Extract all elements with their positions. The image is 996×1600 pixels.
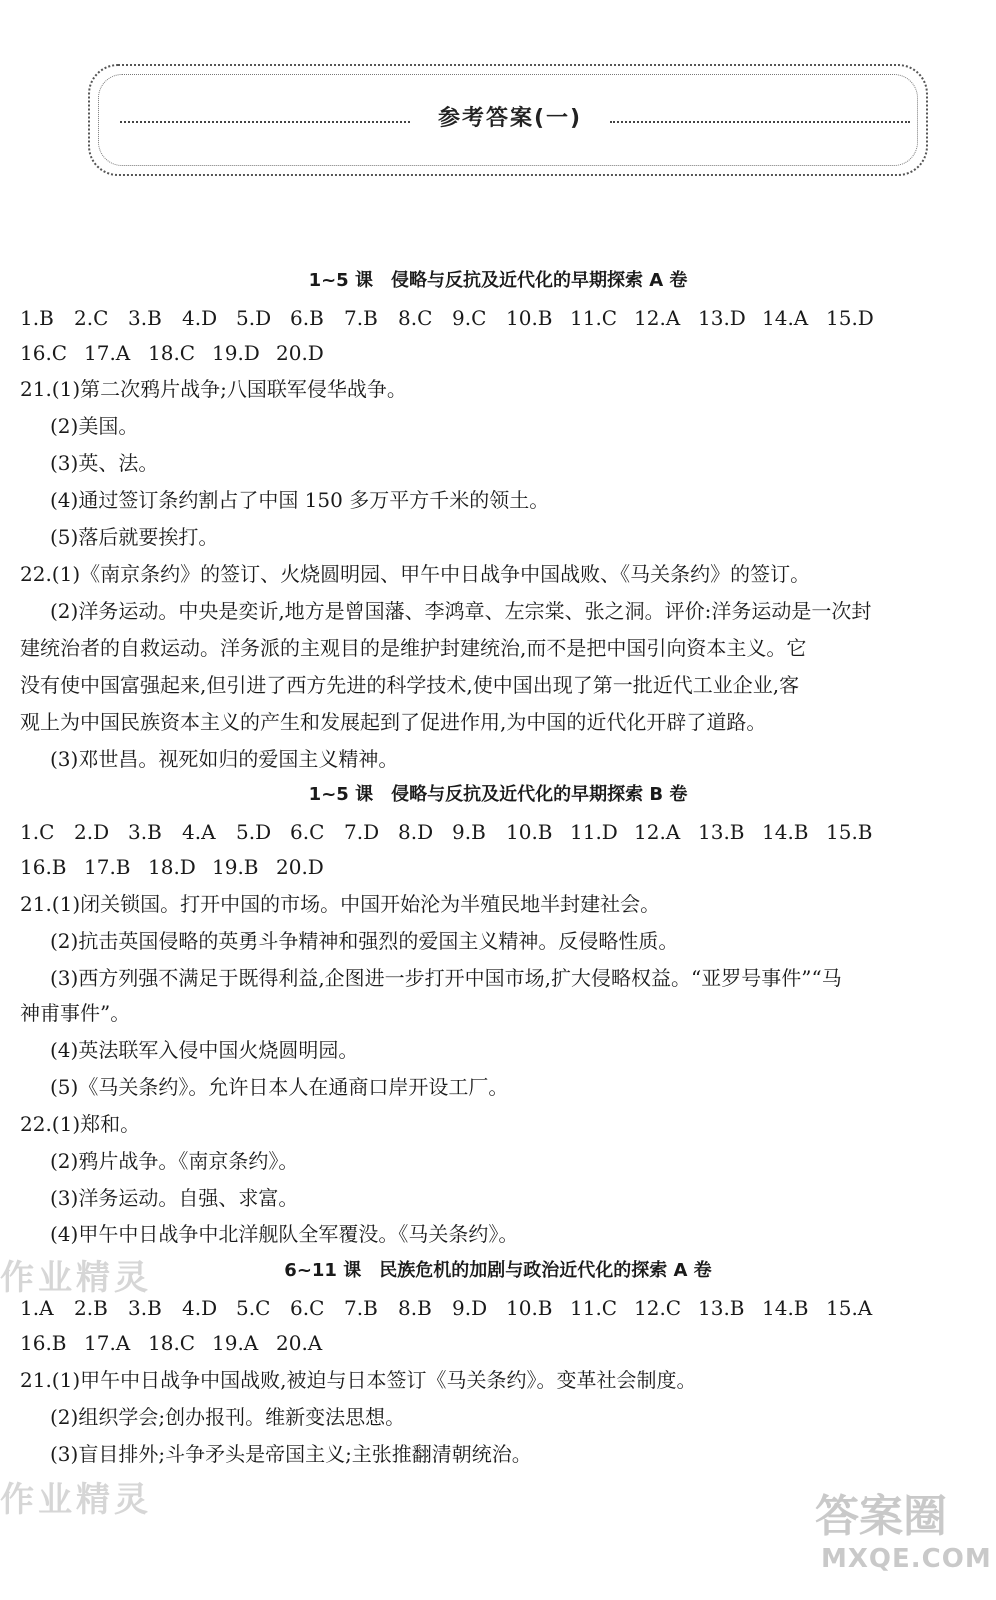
mc-answer: 9.D (452, 1296, 488, 1320)
mc-answer: 1.A (20, 1296, 54, 1320)
answer-line: (2)组织学会;创办报刊。维新变法思想。 (50, 1405, 406, 1429)
mc-answer: 8.B (398, 1296, 432, 1320)
mc-answer-row (20, 1329, 340, 1357)
mc-answer: 15.D (826, 306, 874, 330)
mc-answer: 19.B (212, 855, 259, 879)
answer-line: 没有使中国富强起来,但引进了西方先进的科学技术,使中国出现了第一批近代工业企业,客 (20, 673, 800, 697)
mc-answer: 11.C (570, 306, 618, 330)
answer-line: (4)甲午中日战争中北洋舰队全军覆没。《马关条约》。 (50, 1222, 519, 1246)
mc-answer: 5.D (236, 820, 272, 844)
mc-answer: 17.A (84, 1331, 131, 1355)
mc-answer: 8.C (398, 306, 433, 330)
mc-answer: 9.C (452, 306, 487, 330)
mc-answer: 2.C (74, 306, 109, 330)
answer-line: (2)鸦片战争。《南京条约》。 (50, 1149, 299, 1173)
mc-answer: 6.C (290, 820, 325, 844)
mc-answer: 6.B (290, 306, 324, 330)
mc-answer: 20.A (276, 1331, 323, 1355)
mc-answer: 11.D (570, 820, 618, 844)
answer-line: (4)通过签订条约割占了中国 150 多万平方千米的领土。 (50, 488, 550, 512)
mc-answer: 7.B (344, 306, 378, 330)
mc-answer: 17.B (84, 855, 131, 879)
answer-line: 22.(1)郑和。 (20, 1112, 141, 1136)
mc-answer: 18.C (148, 1331, 196, 1355)
mc-answer: 13.B (698, 820, 745, 844)
mc-answer: 2.D (74, 820, 110, 844)
mc-answer: 9.B (452, 820, 486, 844)
mc-answer: 4.A (182, 820, 216, 844)
answer-line: (5)落后就要挨打。 (50, 525, 219, 549)
mc-answer: 19.D (212, 341, 260, 365)
watermark-text: 作业精灵 (0, 1480, 152, 1520)
mc-answer: 13.B (698, 1296, 745, 1320)
mc-answer: 8.D (398, 820, 434, 844)
answer-line: 建统治者的自救运动。洋务派的主观目的是维护封建统治,而不是把中国引向资本主义。它 (20, 636, 807, 660)
answer-line: 21.(1)第二次鸦片战争;八国联军侵华战争。 (20, 377, 407, 401)
mc-answer: 16.B (20, 1331, 67, 1355)
mc-answer: 1.C (20, 820, 55, 844)
answer-line: (3)西方列强不满足于既得利益,企图进一步打开中国市场,扩大侵略权益。“亚罗号事件”“马 (50, 966, 842, 990)
answer-line: (5)《马关条约》。允许日本人在通商口岸开设工厂。 (50, 1075, 509, 1099)
mc-answer: 12.A (634, 820, 681, 844)
page-title: 参考答案(一) (437, 106, 583, 131)
mc-answer: 11.C (570, 1296, 618, 1320)
answer-line: (3)盲目排外;斗争矛头是帝国主义;主张推翻清朝统治。 (50, 1442, 532, 1466)
mc-answer: 10.B (506, 1296, 553, 1320)
watermark-text: 作业精灵 (0, 1258, 152, 1298)
mc-answer: 10.B (506, 820, 553, 844)
mc-answer: 5.C (236, 1296, 271, 1320)
mc-answer: 16.C (20, 341, 68, 365)
mc-answer: 7.B (344, 1296, 378, 1320)
mc-answer: 20.D (276, 855, 324, 879)
watermark-url: MXQE.COM (821, 1544, 992, 1574)
section-heading: 1~5 课 侵略与反抗及近代化的早期探索 A 卷 (308, 270, 688, 291)
mc-answer: 19.A (212, 1331, 259, 1355)
mc-answer: 12.A (634, 306, 681, 330)
answer-line: (2)洋务运动。中央是奕䜣,地方是曾国藩、李鸿章、左宗棠、张之洞。评价:洋务运动是一次封 (50, 599, 872, 623)
mc-answer: 14.B (762, 1296, 809, 1320)
answer-line: 观上为中国民族资本主义的产生和发展起到了促进作用,为中国的近代化开辟了道路。 (20, 710, 767, 734)
answer-line: (3)洋务运动。自强、求富。 (50, 1186, 299, 1210)
answer-line: (4)英法联军入侵中国火烧圆明园。 (50, 1038, 359, 1062)
mc-answer: 18.C (148, 341, 196, 365)
answer-line: (2)抗击英国侵略的英勇斗争精神和强烈的爱国主义精神。反侵略性质。 (50, 929, 679, 953)
mc-answer: 4.D (182, 1296, 218, 1320)
mc-answer: 13.D (698, 306, 746, 330)
answer-line: (3)邓世昌。视死如归的爱国主义精神。 (50, 747, 399, 771)
mc-answer: 15.A (826, 1296, 873, 1320)
answer-line: (2)美国。 (50, 414, 139, 438)
answer-line: 22.(1)《南京条约》的签订、火烧圆明园、甲午中日战争中国战败、《马关条约》的签订。 (20, 562, 811, 586)
mc-answer-row (20, 304, 890, 332)
watermark-logo-text: 答案圈 (815, 1491, 947, 1542)
mc-answer: 14.A (762, 306, 809, 330)
mc-answer-row (20, 853, 340, 881)
mc-answer: 5.D (236, 306, 272, 330)
answer-line: 21.(1)甲午中日战争中国战败,被迫与日本签订《马关条约》。变革社会制度。 (20, 1368, 697, 1392)
section-heading: 1~5 课 侵略与反抗及近代化的早期探索 B 卷 (308, 784, 688, 805)
mc-answer: 3.B (128, 820, 162, 844)
mc-answer-row (20, 818, 890, 846)
mc-answer: 10.B (506, 306, 553, 330)
mc-answer-row (20, 339, 340, 367)
section-heading: 6~11 课 民族危机的加剧与政治近代化的探索 A 卷 (284, 1260, 712, 1281)
mc-answer: 1.B (20, 306, 54, 330)
mc-answer: 2.B (74, 1296, 108, 1320)
mc-answer: 3.B (128, 306, 162, 330)
mc-answer: 18.D (148, 855, 196, 879)
mc-answer: 14.B (762, 820, 809, 844)
watermark-logo (815, 1480, 992, 1590)
answer-line: (3)英、法。 (50, 451, 159, 475)
mc-answer: 6.C (290, 1296, 325, 1320)
answer-line: 21.(1)闭关锁国。打开中国的市场。中国开始沦为半殖民地半封建社会。 (20, 892, 661, 916)
mc-answer: 20.D (276, 341, 324, 365)
mc-answer: 12.C (634, 1296, 682, 1320)
mc-answer: 17.A (84, 341, 131, 365)
mc-answer: 7.D (344, 820, 380, 844)
mc-answer: 16.B (20, 855, 67, 879)
mc-answer: 4.D (182, 306, 218, 330)
mc-answer: 3.B (128, 1296, 162, 1320)
mc-answer: 15.B (826, 820, 873, 844)
answer-line: 神甫事件”。 (20, 1001, 131, 1025)
